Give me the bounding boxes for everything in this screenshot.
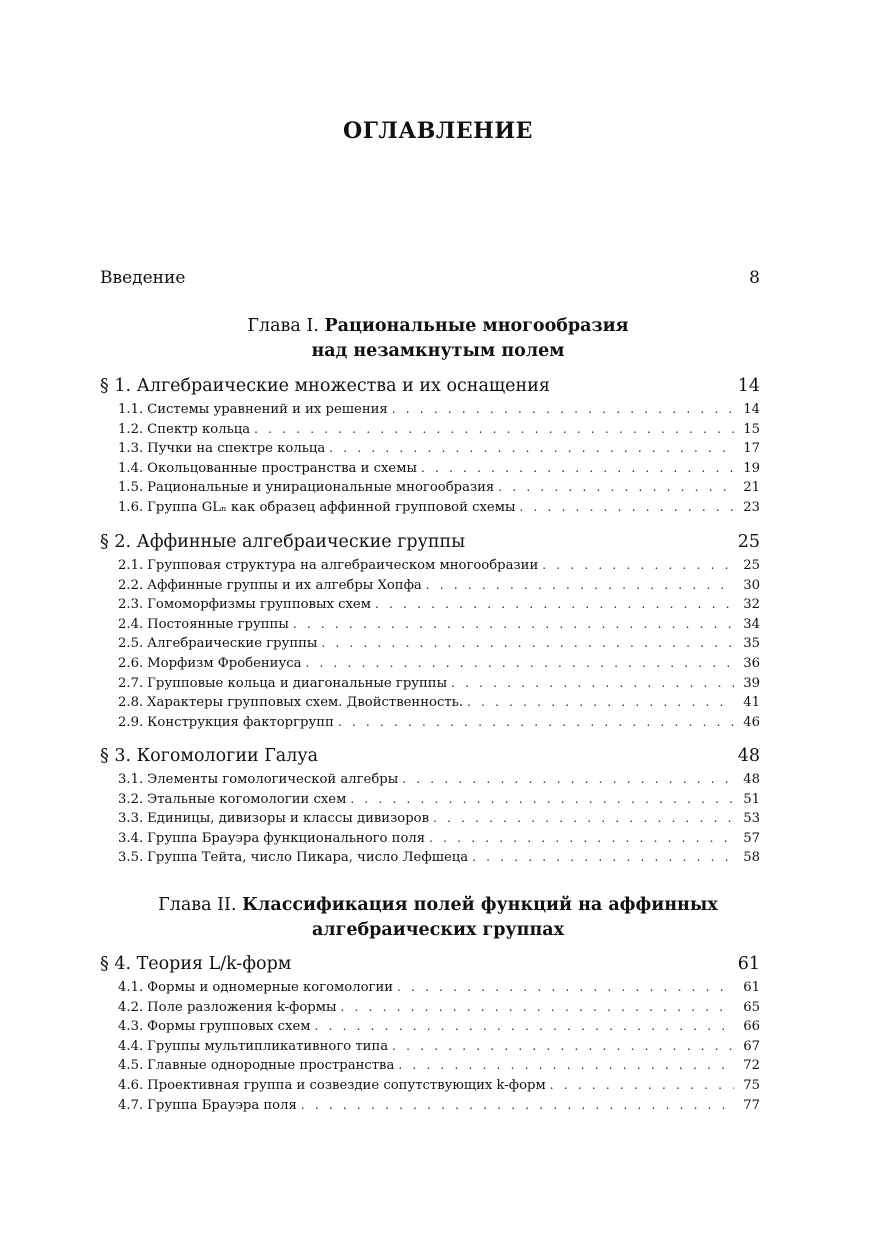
toc-entry[interactable]	[100, 441, 760, 461]
toc-entry[interactable]	[100, 422, 760, 442]
toc-intro[interactable]	[100, 268, 760, 288]
toc-entry-title: Поле разложения k-формы	[147, 999, 337, 1015]
toc-entry-number: 3.4.	[118, 830, 144, 846]
toc-entry-title: Аффинные группы и их алгебры Хопфа	[147, 577, 422, 593]
section-heading-page: 25	[737, 532, 760, 552]
dot-leader	[421, 461, 734, 475]
toc-entry[interactable]	[100, 1098, 760, 1118]
toc-entry-number: 4.3.	[118, 1019, 144, 1035]
toc-entry[interactable]	[100, 772, 760, 792]
section-heading[interactable]	[100, 946, 760, 974]
toc-intro-page: 8	[749, 268, 760, 288]
dot-leader	[321, 636, 734, 650]
toc-entry-page: 48	[743, 772, 760, 787]
chapter-1-title-line1: Рациональные многообразия	[324, 316, 629, 336]
dot-leader	[429, 831, 734, 845]
chapter-2-title-line2: алгебраических группах	[311, 920, 565, 940]
toc-entry-page: 77	[743, 1097, 760, 1113]
toc-entry-page: 15	[743, 421, 760, 437]
toc-entry-title: Формы и одномерные когомологии	[147, 980, 394, 995]
toc-entry-title: Спектр кольца	[147, 421, 251, 437]
toc-entry-page: 75	[743, 1077, 760, 1093]
toc-entry[interactable]	[100, 1078, 760, 1098]
toc-entry-title: Формы групповых схем	[147, 1019, 311, 1035]
dot-leader	[315, 1019, 734, 1033]
section-heading[interactable]	[100, 524, 760, 552]
dot-leader	[426, 578, 734, 592]
toc-entry-number: 1.5.	[118, 480, 144, 496]
toc-entry[interactable]	[100, 831, 760, 851]
toc-entry-page: 34	[743, 616, 760, 632]
toc-entry[interactable]	[100, 850, 760, 870]
section-heading-title: § 2. Аффинные алгебраические группы	[100, 532, 466, 552]
toc-entry-number: 3.2.	[118, 791, 144, 807]
dot-leader	[341, 1000, 735, 1014]
toc-entry-page: 36	[743, 655, 760, 671]
toc-section-1	[100, 368, 760, 520]
dot-leader	[451, 676, 734, 690]
toc-entry-title: Алгебраические группы	[147, 636, 318, 652]
toc-section-4	[100, 946, 760, 1117]
toc-entry-title: Морфизм Фробениуса	[147, 655, 302, 671]
toc-entry-page: 30	[743, 577, 760, 593]
toc-entry-page: 72	[743, 1058, 760, 1074]
toc-entry-page: 51	[743, 791, 760, 807]
toc-entry-page: 25	[743, 558, 760, 573]
chapter-1-prefix: Глава I.	[247, 316, 319, 336]
toc-entry[interactable]	[100, 656, 760, 676]
dot-leader	[293, 617, 734, 631]
toc-entry-page: 65	[743, 999, 760, 1015]
dot-leader	[550, 1078, 734, 1092]
toc-entry[interactable]	[100, 715, 760, 735]
toc-entry[interactable]	[100, 1000, 760, 1020]
dot-leader	[519, 500, 734, 514]
dot-leader	[392, 402, 734, 416]
toc-entry-number: 2.9.	[118, 714, 144, 730]
toc-entry-title: Группа Тейта, число Пикара, число Лефшеца	[147, 850, 469, 866]
toc-entry[interactable]	[100, 461, 760, 481]
toc-section-3	[100, 738, 760, 870]
toc-entry-number: 1.6.	[118, 499, 144, 515]
section-heading-title: § 4. Теория L/k-форм	[100, 954, 292, 974]
chapter-2-prefix: Глава II.	[158, 895, 237, 915]
dot-leader	[542, 558, 734, 572]
toc-entry-title: Окольцованные пространства и схемы	[147, 460, 417, 476]
toc-entry[interactable]	[100, 500, 760, 520]
toc-entry[interactable]	[100, 1058, 760, 1078]
toc-entry-number: 3.5.	[118, 850, 144, 866]
chapter-2-title-line1: Классификация полей функций на аффинных	[242, 895, 718, 915]
toc-entry-title: Главные однородные пространства	[147, 1058, 395, 1074]
toc-entry-page: 21	[743, 480, 760, 496]
dot-leader	[301, 1098, 734, 1112]
toc-entry-title: Рациональные и унирациональные многообразия	[147, 480, 495, 496]
toc-entry-page: 61	[743, 980, 760, 995]
toc-entry[interactable]	[100, 1019, 760, 1039]
toc-entry-number: 2.5.	[118, 636, 144, 652]
toc-entry-number: 2.6.	[118, 655, 144, 671]
toc-section-2	[100, 524, 760, 734]
toc-entry[interactable]	[100, 402, 760, 422]
section-heading-title: § 1. Алгебраические множества и их оснащения	[100, 376, 550, 396]
toc-entry-page: 57	[743, 830, 760, 846]
toc-entry-page: 39	[743, 675, 760, 691]
toc-entry[interactable]	[100, 597, 760, 617]
toc-entry-page: 14	[743, 402, 760, 417]
dot-leader	[472, 850, 734, 864]
toc-intro-label: Введение	[100, 268, 186, 288]
toc-entry[interactable]	[100, 792, 760, 812]
toc-entry[interactable]	[100, 980, 760, 1000]
toc-entry-title: Системы уравнений и их решения	[147, 402, 388, 417]
toc-entry-number: 1.4.	[118, 460, 144, 476]
toc-entry-number: 1.1.	[118, 402, 144, 417]
dot-leader	[375, 597, 734, 611]
toc-entry-number: 4.4.	[118, 1038, 144, 1054]
dot-leader	[397, 980, 734, 994]
toc-entry[interactable]	[100, 558, 760, 578]
toc-entry-number: 3.1.	[118, 772, 144, 787]
toc-entry[interactable]	[100, 811, 760, 831]
toc-entry-title: Группа GLₙ как образец аффинной групповой схемы	[147, 499, 516, 515]
toc-entry-title: Групповая структура на алгебраическом многообразии	[147, 558, 539, 573]
toc-entry-page: 23	[743, 499, 760, 515]
page-title: ОГЛАВЛЕНИЕ	[343, 118, 533, 144]
section-heading-title: § 3. Когомологии Галуа	[100, 746, 319, 766]
toc-entry[interactable]	[100, 1039, 760, 1059]
section-heading[interactable]	[100, 368, 760, 396]
dot-leader	[305, 656, 734, 670]
toc-entry[interactable]	[100, 617, 760, 637]
section-heading[interactable]	[100, 738, 760, 766]
toc-entry-page: 58	[743, 850, 760, 866]
chapter-2-heading	[0, 893, 876, 943]
toc-entry-title: Конструкция факторгрупп	[147, 714, 334, 730]
toc-entry[interactable]	[100, 480, 760, 500]
toc-entry-title: Групповые кольца и диагональные группы	[147, 675, 448, 691]
toc-entry-title: Элементы гомологической алгебры	[147, 772, 399, 787]
toc-entry[interactable]	[100, 578, 760, 598]
toc-entry-title: Характеры групповых схем. Двойственность.	[147, 695, 464, 711]
toc-entry-title: Группа Брауэра функционального поля	[147, 830, 426, 846]
toc-entry-number: 4.2.	[118, 999, 144, 1015]
section-heading-page: 14	[737, 376, 760, 396]
toc-entry-page: 46	[743, 714, 760, 730]
toc-entry-number: 4.1.	[118, 980, 144, 995]
toc-entry-title: Постоянные группы	[147, 616, 289, 632]
toc-entry-page: 35	[743, 636, 760, 652]
toc-entry-number: 4.6.	[118, 1077, 144, 1093]
toc-entry-page: 53	[743, 811, 760, 827]
toc-entry-number: 4.7.	[118, 1097, 144, 1113]
dot-leader	[467, 695, 734, 709]
toc-entry-page: 17	[743, 441, 760, 457]
toc-entry-title: Гомоморфизмы групповых схем	[147, 597, 371, 613]
toc-entry-number: 2.3.	[118, 597, 144, 613]
chapter-1-title-line2: над незамкнутым полем	[311, 341, 565, 361]
toc-entry-title: Группа Брауэра поля	[147, 1097, 297, 1113]
toc-entry-title: Группы мультипликативного типа	[147, 1038, 389, 1054]
dot-leader	[254, 422, 734, 436]
toc-entry-number: 1.2.	[118, 421, 144, 437]
toc-entry[interactable]	[100, 636, 760, 656]
toc-entry-page: 67	[743, 1038, 760, 1054]
toc-entry-title: Пучки на спектре кольца	[147, 441, 326, 457]
toc-entry-number: 2.1.	[118, 558, 144, 573]
section-heading-page: 61	[737, 954, 760, 974]
toc-entry[interactable]	[100, 695, 760, 715]
toc-entry-title: Проективная группа и созвездие сопутствующих k-форм	[147, 1077, 546, 1093]
toc-entry[interactable]	[100, 676, 760, 696]
dot-leader	[392, 1039, 734, 1053]
toc-entry-title: Этальные когомологии схем	[147, 791, 347, 807]
dot-leader	[402, 772, 734, 786]
dot-leader	[433, 811, 734, 825]
toc-entry-number: 2.8.	[118, 695, 144, 711]
toc-entry-title: Единицы, дивизоры и классы дивизоров	[147, 811, 430, 827]
dot-leader	[498, 480, 734, 494]
toc-entry-page: 41	[743, 695, 760, 711]
toc-entry-number: 1.3.	[118, 441, 144, 457]
dot-leader	[338, 715, 734, 729]
dot-leader	[329, 441, 734, 455]
section-heading-page: 48	[737, 746, 760, 766]
chapter-1-heading	[0, 314, 876, 364]
toc-entry-page: 19	[743, 460, 760, 476]
toc-entry-number: 4.5.	[118, 1058, 144, 1074]
toc-entry-number: 2.4.	[118, 616, 144, 632]
toc-entry-page: 66	[743, 1019, 760, 1035]
dot-leader	[398, 1058, 734, 1072]
toc-entry-number: 3.3.	[118, 811, 144, 827]
toc-entry-number: 2.2.	[118, 577, 144, 593]
toc-entry-page: 32	[743, 597, 760, 613]
dot-leader	[350, 792, 734, 806]
toc-entry-number: 2.7.	[118, 675, 144, 691]
